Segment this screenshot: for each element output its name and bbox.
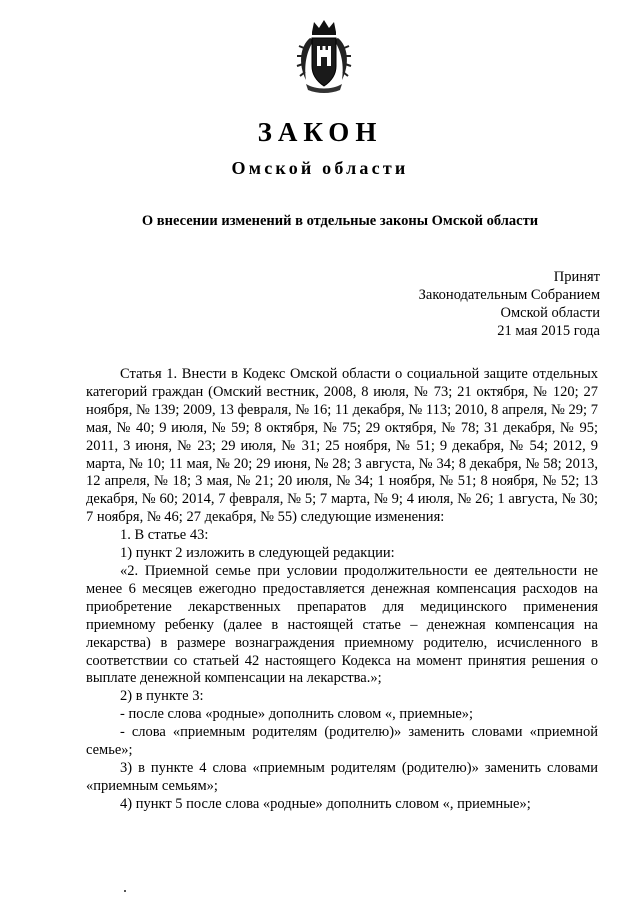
adoption-block <box>419 268 600 340</box>
body-paragraph: 4) пункт 5 после слова «родные» дополнить словом «, приемные»; <box>120 795 531 812</box>
adoption-line-assembly: Законодательным Собранием <box>418 287 600 303</box>
law-body <box>86 366 598 814</box>
body-paragraph: «2. Приемной семье при условии продолжительности ее деятельности не менее 6 месяцев ежегодно предоставляется денежная компенсация расходов на приобретение лекарственных препаратов для медицинского применения приемному ребенку (далее в настоящей статье – денежная компенсация на лекарства) в размере вознаграждения приемному родителю, исчисленного в соответствии со статьей 42 настоящего Кодекса на момент принятия решения о выплате денежной компенсации на лекарства.»; <box>86 562 598 687</box>
body-paragraph: 1. В статье 43: <box>120 527 209 544</box>
body-paragraph: - слова «приемным родителям (родителю)» заменить словами «приемной семье»; <box>86 724 598 759</box>
body-paragraph: 3) в пункте 4 слова «приемным родителям (родителю)» заменить словами «приемным семьям»; <box>86 759 598 794</box>
adoption-date: 21 мая 2015 года <box>497 323 600 339</box>
body-paragraph: 2) в пункте 3: <box>120 688 204 705</box>
law-region: Омской области <box>231 158 409 178</box>
article-1-paragraph: Статья 1. Внести в Кодекс Омской области о социальной защите отдельных категорий граждан (Омский вестник, 2008, 8 июля, № 73; 21 октября, № 120; 27 ноября, № 139; 2009, 13 февраля, № 16; 11 декабря, № 113; 2010, 8 апреля, № 29; 7 мая, № 40; 9 июля, № 59; 8 октября, № 75; 29 октября, № 78; 31 декабря, № 95; 2011, 3 июня, № 23; 29 июля, № 31; 25 ноября, № 51; 9 декабря, № 54; 2012, 9 марта, № 10; 11 мая, № 20; 29 июня, № 28; 3 августа, № 34; 8 декабря, № 58; 2013, 12 апреля, № 18; 3 мая, № 21; 20 июля, № 34; 1 ноября, № 51; 8 ноября, № 52; 13 декабря, № 60; 2014, 7 февраля, № 5; 7 марта, № 9; 4 июля, № 26; 1 августа, № 30; 7 ноября, № 46; 27 декабря, № 55) следующие изменения: <box>86 366 598 526</box>
body-paragraph: - после слова «родные» дополнить словом «, приемные»; <box>120 706 474 723</box>
adoption-line-adopted: Принят <box>553 269 600 285</box>
omsk-oblast-coat-of-arms-icon <box>296 18 352 94</box>
body-paragraph: 1) пункт 2 изложить в следующей редакции: <box>120 545 395 562</box>
scan-speck <box>124 890 126 892</box>
adoption-line-region: Омской области <box>500 305 600 321</box>
law-title: ЗАКОН <box>257 117 383 147</box>
law-subject: О внесении изменений в отдельные законы Омской области <box>141 213 539 229</box>
